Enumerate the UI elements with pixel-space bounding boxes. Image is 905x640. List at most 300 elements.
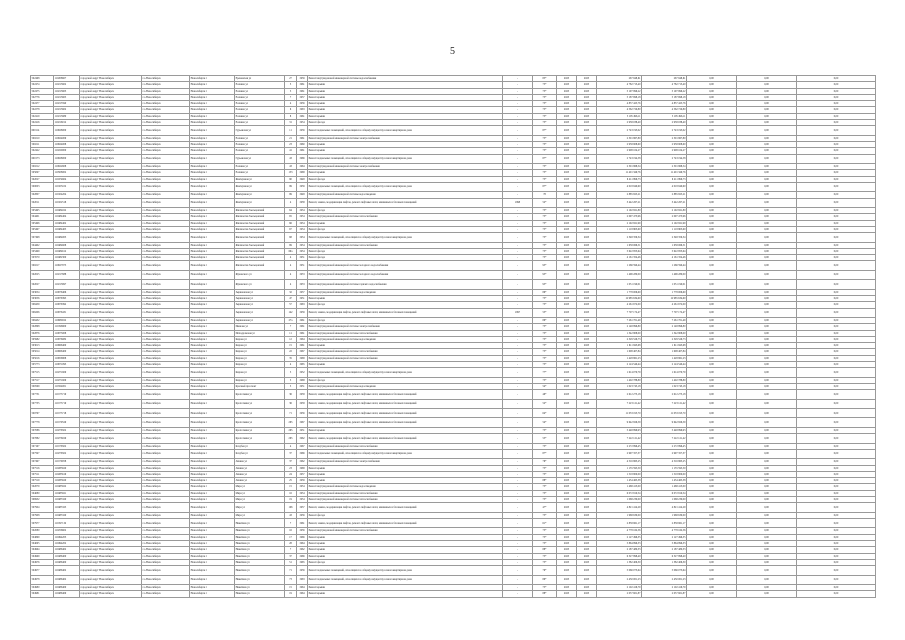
table-cell: г.о.Новосибирск	[142, 176, 190, 182]
table-cell: городской округ Новосибирск	[80, 399, 142, 408]
table-cell: 507517	[31, 377, 54, 383]
table-cell: 2023	[557, 226, 577, 232]
table-cell: 2023	[577, 289, 597, 295]
table-cell: 2023	[557, 208, 577, 214]
table-cell: 0,00	[737, 107, 797, 113]
table-cell: Ремонт крыши	[308, 82, 503, 88]
table-cell: Кропоткина ул	[235, 418, 285, 427]
table-cell: 1998	[503, 198, 533, 207]
table-cell: 2023	[577, 192, 597, 198]
table-cell: 3	[285, 82, 297, 88]
table-cell: 0,00	[737, 324, 797, 330]
table-cell: 2 938 038,40	[597, 120, 642, 126]
table-cell: 110485921	[54, 490, 80, 496]
table-cell: -	[503, 519, 533, 528]
table-cell: г.о.Новосибирск	[142, 355, 190, 361]
table-cell: Ереванская ул	[235, 76, 285, 82]
table-cell: 0,00	[797, 512, 876, 518]
table-row	[31, 575, 876, 584]
table-cell: 1966	[297, 534, 308, 540]
table-cell: Новосибирск г	[190, 88, 235, 94]
table-cell: 0,00	[797, 575, 876, 584]
table-cell: 36	[285, 399, 297, 408]
table-cell: 110680022	[54, 317, 80, 323]
table-cell: 0,00	[687, 208, 737, 214]
table-cell: 1957	[297, 471, 308, 477]
table-cell: Ленина ул	[235, 459, 285, 465]
table-cell: г.о.Новосибирск	[142, 242, 190, 248]
table-cell: Новосибирск г	[190, 233, 235, 242]
table-cell: 505982	[31, 336, 54, 342]
table-row	[31, 519, 876, 528]
table-cell: 110484612	[54, 248, 80, 254]
table-cell: 75*	[533, 142, 557, 148]
table-cell: городской округ Новосибирск	[80, 478, 142, 484]
table-cell: 7 222 121,42	[642, 434, 687, 443]
table-cell: Ремонт внутридомовой инженерной системы электроснабжения	[308, 459, 503, 465]
table-cell: 0,00	[797, 107, 876, 113]
table-cell: 1951	[297, 427, 308, 433]
table-cell: Ремонт фасада	[308, 512, 503, 518]
table-cell: г.о.Новосибирск	[142, 120, 190, 126]
table-cell: 1957	[297, 94, 308, 100]
table-cell: 75*	[533, 324, 557, 330]
table-cell: городской округ Новосибирск	[80, 164, 142, 170]
table-cell: 503570	[31, 255, 54, 261]
table-cell: городской округ Новосибирск	[80, 566, 142, 575]
table-cell: Никитина ул	[235, 566, 285, 575]
table-cell: 75*	[533, 82, 557, 88]
table-cell: Есенина ул	[235, 164, 285, 170]
table-cell: 2023	[557, 198, 577, 207]
table-cell: 504976	[31, 559, 54, 565]
table-cell: 0,00	[737, 547, 797, 553]
table-cell: -	[503, 528, 533, 534]
table-cell: 4 562 720,80	[597, 107, 642, 113]
table-cell: 507086	[31, 427, 54, 433]
table-cell: г.о.Новосибирск	[142, 164, 190, 170]
table-cell: 0,00	[797, 182, 876, 191]
table-cell: г.о.Новосибирск	[142, 490, 190, 496]
table-cell: 1954	[297, 208, 308, 214]
table-cell: 1965	[297, 559, 308, 565]
table-cell: -	[503, 154, 533, 163]
table-cell: 1 658 066,51	[642, 242, 687, 248]
table-cell: 110484003	[54, 233, 80, 242]
table-cell: 1954	[297, 242, 308, 248]
table-cell: 2023	[557, 534, 577, 540]
table-cell: -	[503, 540, 533, 546]
table-cell: городской округ Новосибирск	[80, 490, 142, 496]
table-cell: 4	[285, 255, 297, 261]
table-cell: Новосибирск г	[190, 390, 235, 399]
table-cell: 4 782 713,40	[642, 82, 687, 88]
table-row	[31, 270, 876, 279]
table-cell: 1961	[297, 82, 308, 88]
table-cell: г.о.Новосибирск	[142, 324, 190, 330]
table-cell: 7 261 701,49	[642, 317, 687, 323]
table-cell: 2023	[577, 465, 597, 471]
table-cell: г.о.Новосибирск	[142, 289, 190, 295]
table-cell: 0,00	[797, 170, 876, 176]
table-row	[31, 198, 876, 207]
table-cell: 75*	[533, 343, 557, 349]
table-cell: 2 102 416,79	[597, 584, 642, 590]
table-cell: г.о.Новосибирск	[142, 107, 190, 113]
table-cell: Кирова ул	[235, 368, 285, 377]
table-cell: 2023	[577, 94, 597, 100]
table-cell: Жемчужная ул	[235, 192, 285, 198]
table-cell: 75*	[533, 113, 557, 119]
table-cell: г.о.Новосибирск	[142, 126, 190, 135]
table-cell: городской округ Новосибирск	[80, 82, 142, 88]
table-cell: 0,00	[797, 176, 876, 182]
table-cell: 99	[285, 182, 297, 191]
table-cell: 110285619	[54, 471, 80, 477]
table-cell: 2023	[557, 214, 577, 220]
table-cell: городской округ Новосибирск	[80, 418, 142, 427]
table-cell: 110622608	[54, 164, 80, 170]
table-cell: 6 211 896,73	[642, 176, 687, 182]
table-cell: 1967	[297, 443, 308, 449]
table-cell: Ремонт крыши	[308, 547, 503, 553]
table-cell: 75*	[533, 255, 557, 261]
table-cell: 1 051 190,01	[597, 280, 642, 289]
table-cell: Новосибирск г	[190, 248, 235, 254]
table-cell: 1 496 280,00	[597, 270, 642, 279]
table-cell: 0,00	[687, 584, 737, 590]
table-cell: 0,00	[737, 148, 797, 154]
table-cell: 0,00	[687, 528, 737, 534]
table-cell: 110628000	[54, 154, 80, 163]
table-cell: 110256602	[54, 528, 80, 534]
table-cell: г.о.Новосибирск	[142, 226, 190, 232]
table-cell: городской округ Новосибирск	[80, 443, 142, 449]
table-cell: Жилмассив Заельцовский	[235, 242, 285, 248]
table-cell: 2023	[557, 377, 577, 383]
table-cell: 75*	[533, 471, 557, 477]
table-cell: 1 968 630,00	[597, 512, 642, 518]
table-cell: 2023	[557, 126, 577, 135]
table-cell: 0,00	[687, 142, 737, 148]
table-cell: 110285620	[54, 478, 80, 484]
table-cell: Кирова ул	[235, 336, 285, 342]
table-cell: Никитина ул	[235, 575, 285, 584]
table-cell: 0,00	[797, 503, 876, 512]
table-cell: 1 968 630,00	[642, 512, 687, 518]
table-cell: Ремонт крыши	[308, 142, 503, 148]
table-cell: 0,00	[687, 295, 737, 301]
table-cell: 1951	[297, 261, 308, 270]
table-cell: 76*	[533, 459, 557, 465]
table-cell: 0,00	[737, 409, 797, 418]
table-cell: 0,00	[797, 82, 876, 88]
table-cell: 502080	[31, 528, 54, 534]
table-cell: 500212	[31, 164, 54, 170]
table-row	[31, 409, 876, 418]
table-cell: Ремонт подвальных помещений, относящихся к общему имуществу в многоквартирном доме	[308, 575, 503, 584]
table-cell: 27а	[285, 317, 297, 323]
table-cell: -	[503, 208, 533, 214]
table-cell: Новосибирск г	[190, 547, 235, 553]
table-cell: 0,00	[797, 135, 876, 141]
table-cell: 75*	[533, 443, 557, 449]
table-cell: 1961	[297, 88, 308, 94]
table-cell: 502807	[31, 192, 54, 198]
table-cell: г.о.Новосибирск	[142, 255, 190, 261]
table-cell: 600114	[31, 126, 54, 135]
table-cell: 0,00	[797, 478, 876, 484]
table-cell: 1962	[297, 547, 308, 553]
table-cell: 0,00	[737, 540, 797, 546]
table-cell: 2023	[557, 280, 577, 289]
table-cell: 2023	[557, 390, 577, 399]
table-cell: г.о.Новосибирск	[142, 295, 190, 301]
table-cell: 1 155 595,50	[597, 465, 642, 471]
table-cell: 0,00	[737, 214, 797, 220]
table-cell: Гурьевская ул	[235, 126, 285, 135]
table-cell: 0,00	[797, 559, 876, 565]
table-cell: 1956	[297, 101, 308, 107]
table-cell: 79*	[533, 566, 557, 575]
table-cell: 69	[285, 242, 297, 248]
table-cell: Ремонт, замена, модернизация лифтов, ремонт лифтовых шахт, машинных и блочных помещений	[308, 519, 503, 528]
table-cell: городской округ Новосибирск	[80, 368, 142, 377]
table-cell: -	[503, 192, 533, 198]
table-cell: 2023	[577, 126, 597, 135]
table-cell: 5 195 496,11	[642, 113, 687, 119]
table-cell: 0,00	[797, 591, 876, 597]
table-cell: городской округ Новосибирск	[80, 220, 142, 226]
table-cell: Новосибирск г	[190, 519, 235, 528]
table-cell: 0,00	[687, 94, 737, 100]
table-cell: 2023	[557, 317, 577, 323]
table-cell: 502027	[31, 176, 54, 182]
table-cell: 2023	[577, 214, 597, 220]
table-cell: 0,00	[737, 497, 797, 503]
table-cell: Ремонт крыши	[308, 113, 503, 119]
table-cell: 5 187 698,18	[597, 94, 642, 100]
table-cell: 0,00	[797, 101, 876, 107]
table-cell: 0,00	[797, 242, 876, 248]
table-cell: городской округ Новосибирск	[80, 512, 142, 518]
table-cell: 0,00	[737, 208, 797, 214]
table-cell: 110676082	[54, 336, 80, 342]
table-cell: 0,00	[687, 547, 737, 553]
table-cell: 75*	[533, 336, 557, 342]
table-cell: 75*	[533, 233, 557, 242]
table-cell: -	[503, 497, 533, 503]
table-cell: 2 124 540,44	[642, 362, 687, 368]
table-cell: городской округ Новосибирск	[80, 308, 142, 317]
table-cell: 1997	[503, 308, 533, 317]
table-cell: 1 518 800,00	[597, 471, 642, 477]
table-cell: 0,00	[687, 343, 737, 349]
table-cell: 1 518 800,00	[642, 471, 687, 477]
table-cell: 2023	[577, 317, 597, 323]
table-cell: 2023	[557, 164, 577, 170]
table-cell: 507498	[31, 233, 54, 242]
table-cell: 75*	[533, 295, 557, 301]
table-cell: г.о.Новосибирск	[142, 534, 190, 540]
table-cell: 2023	[577, 76, 597, 82]
table-cell: 2023	[557, 553, 577, 559]
table-cell: 2 743 193,02	[597, 126, 642, 135]
table-cell: 2023	[557, 154, 577, 163]
table-cell: Новосибирск г	[190, 471, 235, 477]
table-cell: г.о.Новосибирск	[142, 308, 190, 317]
table-cell: Новосибирск г	[190, 270, 235, 279]
table-cell: Новосибирск г	[190, 214, 235, 220]
table-cell: 0,00	[687, 362, 737, 368]
table-cell: Ремонт внутридомовой инженерной системы водоснабжения	[308, 76, 503, 82]
table-cell: Гурьевская ул	[235, 154, 285, 163]
table-cell: городской округ Новосибирск	[80, 528, 142, 534]
table-cell: 2023	[577, 566, 597, 575]
table-cell: Ленина ул	[235, 478, 285, 484]
table-cell: 0,00	[797, 449, 876, 458]
table-cell: 36	[285, 390, 297, 399]
table-cell: 1968	[297, 377, 308, 383]
table-cell: г.о.Новосибирск	[142, 553, 190, 559]
table-cell: 505097	[31, 170, 54, 176]
table-cell: 37	[285, 459, 297, 465]
table-cell: 0,00	[687, 233, 737, 242]
table-cell: 52*	[533, 399, 557, 408]
table-cell: 23	[285, 465, 297, 471]
table-cell: Новосибирск г	[190, 336, 235, 342]
table-cell: Ремонт внутридомовой инженерной системы водоотведения	[308, 289, 503, 295]
table-cell: Кирова ул	[235, 377, 285, 383]
table-row	[31, 261, 876, 270]
table-cell: 6 072 810,54	[597, 490, 642, 496]
table-cell: 110285620	[54, 465, 80, 471]
table-cell: 2 192 821,99	[597, 220, 642, 226]
table-cell: 5	[285, 384, 297, 390]
table-cell: 75*	[533, 377, 557, 383]
table-cell: г.о.Новосибирск	[142, 399, 190, 408]
table-cell: 6 327 898,40	[597, 553, 642, 559]
table-cell: 1964	[297, 591, 308, 597]
table-cell: Новосибирск г	[190, 553, 235, 559]
table-cell: 75*	[533, 355, 557, 361]
table-cell: 1954	[297, 226, 308, 232]
table-cell: 75*	[533, 512, 557, 518]
table-cell: городской округ Новосибирск	[80, 192, 142, 198]
table-cell: г.о.Новосибирск	[142, 88, 190, 94]
table-cell: 4	[285, 261, 297, 270]
table-cell: 2023	[577, 519, 597, 528]
table-cell: 1968	[297, 170, 308, 176]
table-cell: Ремонт внутридомовой инженерной системы теплоснабжения	[308, 528, 503, 534]
table-cell: 502422	[31, 148, 54, 154]
table-cell: 2023	[557, 490, 577, 496]
table-cell: Новосибирск г	[190, 176, 235, 182]
table-cell: 2 450 001,23	[642, 575, 687, 584]
table-cell: 2 057 601,87	[597, 591, 642, 597]
table-cell: 505773	[31, 362, 54, 368]
table-cell: 7 223 121,42	[597, 399, 642, 408]
table-cell: 2023	[577, 343, 597, 349]
table-cell: 2023	[557, 295, 577, 301]
table-cell: городской округ Новосибирск	[80, 459, 142, 465]
table-cell: 2 187 480,33	[597, 547, 642, 553]
table-cell: 110486402	[54, 575, 80, 584]
table-cell: -	[503, 214, 533, 220]
table-cell: 2023	[577, 113, 597, 119]
table-cell: 110276502	[54, 449, 80, 458]
table-cell: 0,00	[797, 434, 876, 443]
table-cell: Новосибирск г	[190, 512, 235, 518]
table-cell: 1961	[297, 343, 308, 349]
table-cell: 2023	[577, 377, 597, 383]
table-cell: г.о.Новосибирск	[142, 449, 190, 458]
table-cell: Ремонт крыши	[308, 220, 503, 226]
table-cell: 86*	[533, 289, 557, 295]
table-cell: 1938	[297, 198, 308, 207]
table-cell: 0,00	[737, 289, 797, 295]
table-cell: г.о.Новосибирск	[142, 377, 190, 383]
table-cell: Новосибирск г	[190, 192, 235, 198]
table-cell: 0,00	[737, 584, 797, 590]
table-cell: Ремонт фасада	[308, 176, 503, 182]
table-cell: Новосибирск г	[190, 591, 235, 597]
table-cell: 110271609	[54, 368, 80, 377]
table-cell: г.о.Новосибирск	[142, 214, 190, 220]
table-cell: 110627975	[54, 261, 80, 270]
table-cell: 2023	[557, 343, 577, 349]
table-cell: 1968	[297, 355, 308, 361]
table-cell: городской округ Новосибирск	[80, 170, 142, 176]
table-cell: городской округ Новосибирск	[80, 120, 142, 126]
table-cell: -	[503, 107, 533, 113]
table-cell: Есенина ул	[235, 170, 285, 176]
table-cell: 11 033 193,70	[597, 409, 642, 418]
table-cell: 0,00	[687, 540, 737, 546]
table-cell: городской округ Новосибирск	[80, 330, 142, 336]
table-cell: 87*	[533, 154, 557, 163]
table-cell: 1951	[297, 295, 308, 301]
table-cell: 110215602	[54, 82, 80, 88]
table-cell: 1966	[297, 449, 308, 458]
table-cell: Никитина ул	[235, 559, 285, 565]
table-cell: 7 223 121,42	[642, 399, 687, 408]
table-cell: -	[503, 76, 533, 82]
table-cell: Новосибирск г	[190, 377, 235, 383]
table-cell: городской округ Новосибирск	[80, 317, 142, 323]
table-cell: Ремонт внутридомовой инженерной системы теплоснабжения	[308, 497, 503, 503]
table-cell: 507516	[31, 465, 54, 471]
table-cell: 87*	[533, 126, 557, 135]
table-cell: 0,00	[797, 208, 876, 214]
table-cell: 2023	[577, 82, 597, 88]
table-cell: 110624008	[54, 142, 80, 148]
table-cell: 2023	[557, 330, 577, 336]
table-cell: 2023	[557, 120, 577, 126]
table-cell: 1956	[297, 566, 308, 575]
table-cell: 2023	[577, 427, 597, 433]
table-cell: г.о.Новосибирск	[142, 220, 190, 226]
table-cell: Ремонт, замена, модернизация лифтов, ремонт лифтовых шахт, машинных и блочных помещений	[308, 399, 503, 408]
table-cell: 2023	[577, 547, 597, 553]
table-cell: 2023	[577, 512, 597, 518]
table-cell: 0,00	[687, 399, 737, 408]
table-cell: 504065	[31, 540, 54, 546]
table-cell: г.о.Новосибирск	[142, 503, 190, 512]
table-cell: Жемчужная ул	[235, 182, 285, 191]
table-cell: 2023	[577, 449, 597, 458]
table-cell: 110666400	[54, 349, 80, 355]
